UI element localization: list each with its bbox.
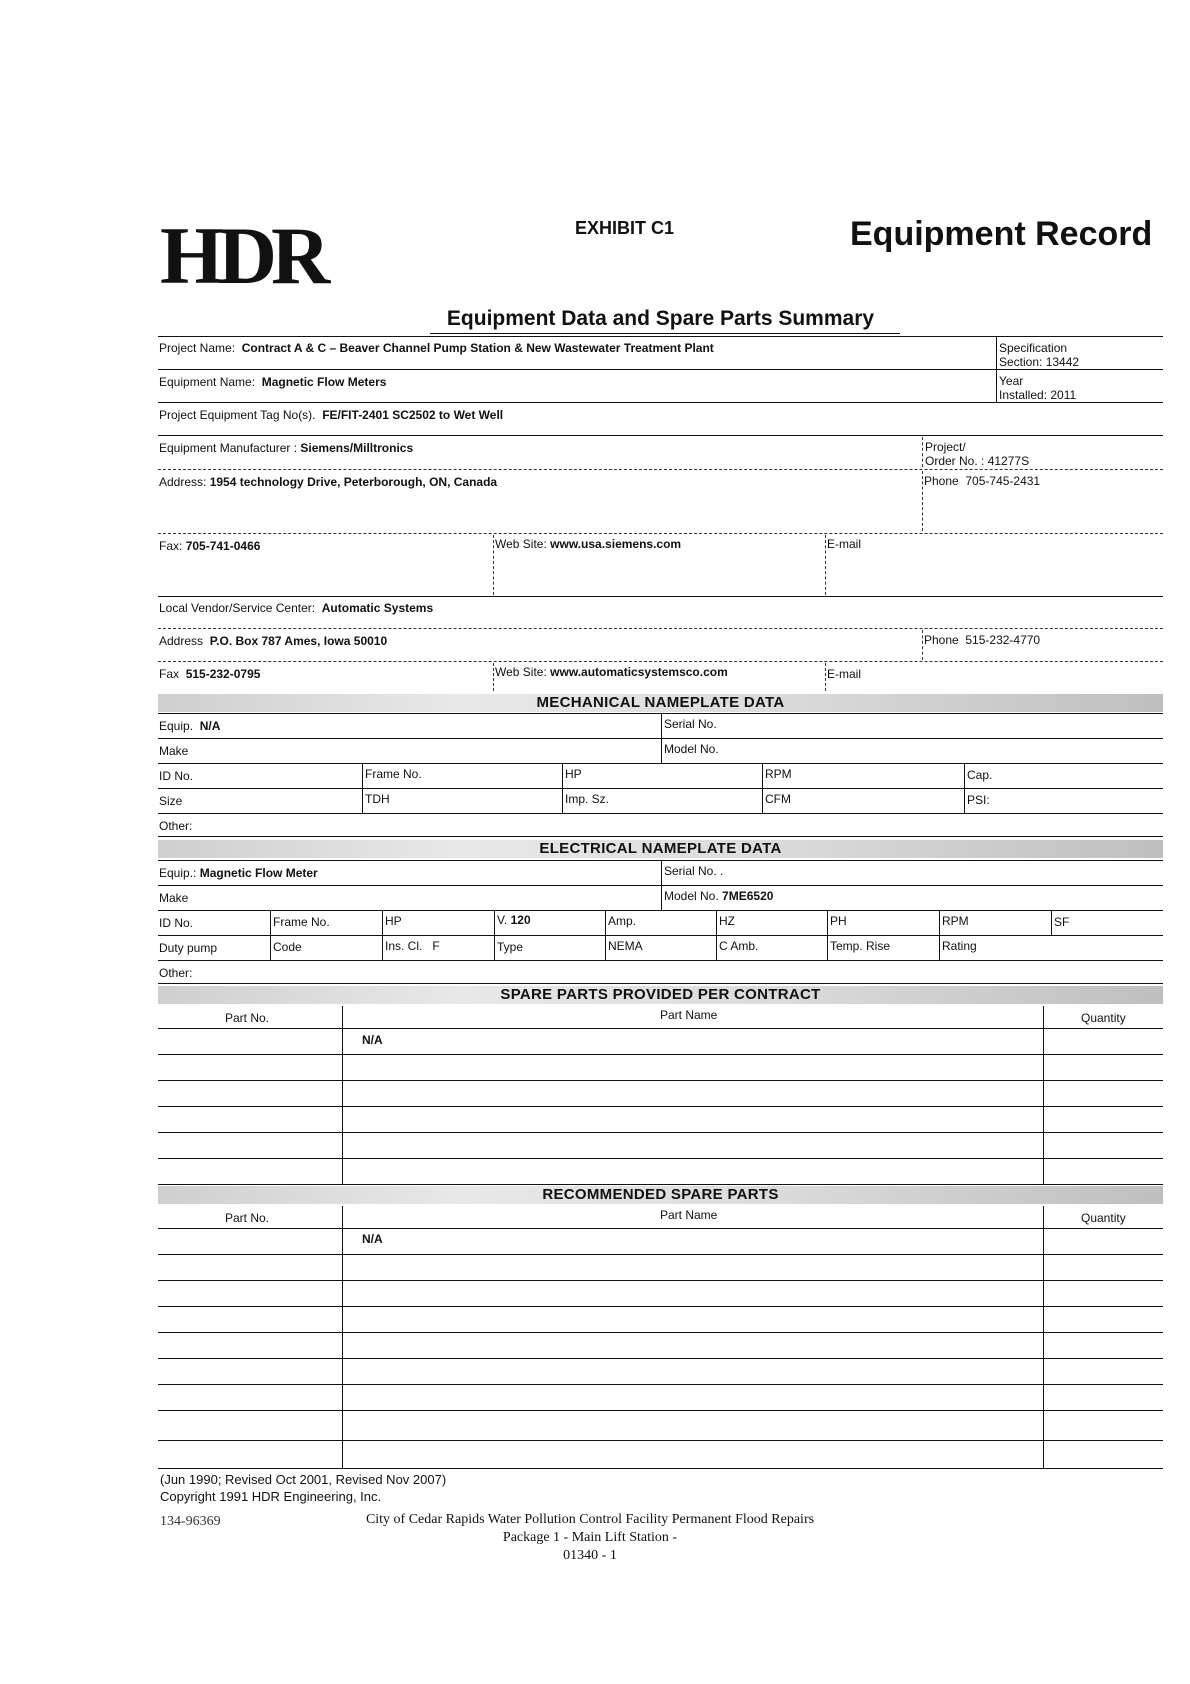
manufacturer-email-field: E-mail (827, 537, 862, 551)
spare-provided-col-part-name: Part Name (660, 1008, 718, 1022)
spare-recommended-col-quantity: Quantity (1081, 1211, 1126, 1225)
manufacturer-fax-field: Fax: 705-741-0466 (159, 539, 261, 553)
elec-make-field: Make (159, 891, 189, 905)
electrical-section-header: ELECTRICAL NAMEPLATE DATA (158, 840, 1163, 858)
project-name-field: Project Name: Contract A & C – Beaver Channel Pump Station & New Wastewater Treatment Plant (159, 341, 714, 355)
order-no-field: Order No. : 41277S (925, 454, 1030, 468)
form-title: Equipment Data and Spare Parts Summary (446, 307, 875, 330)
vendor-fax-field: Fax 515-232-0795 (159, 667, 261, 681)
spare-recommended-section-header: RECOMMENDED SPARE PARTS (158, 1186, 1163, 1204)
hdr-logo: HDR (160, 210, 325, 301)
mech-imp-sz: Imp. Sz. (565, 792, 610, 806)
elec-other: Other: (159, 966, 193, 980)
vendor-field: Local Vendor/Service Center: Automatic Systems (159, 601, 434, 615)
vendor-email-field: E-mail (827, 667, 862, 681)
elec-type: Type (497, 940, 524, 954)
elec-serial-field: Serial No. . (664, 864, 724, 878)
mech-psi: PSI: (967, 793, 990, 807)
elec-duty-pump: Duty pump (159, 941, 218, 955)
mech-model-field: Model No. (664, 742, 719, 756)
footer-project-line: City of Cedar Rapids Water Pollution Control Facility Permanent Flood Repairs (365, 1512, 815, 1527)
mech-size: Size (159, 794, 183, 808)
mech-other: Other: (159, 819, 193, 833)
revision-note: (Jun 1990; Revised Oct 2001, Revised Nov 2007) (160, 1472, 447, 1487)
elec-amp: Amp. (608, 914, 637, 928)
elec-voltage: V. 120 (497, 913, 531, 927)
mech-frame-no: Frame No. (365, 767, 422, 781)
elec-rating: Rating (942, 939, 977, 953)
order-label: Project/ (925, 440, 966, 454)
document-number: 134-96369 (160, 1514, 221, 1529)
mech-serial-field: Serial No. (664, 717, 717, 731)
mech-rpm: RPM (765, 767, 792, 781)
year-installed-field: Installed: 2011 (999, 388, 1077, 402)
exhibit-label: EXHIBIT C1 (575, 218, 675, 238)
elec-code: Code (273, 940, 302, 954)
elec-model-field: Model No. 7ME6520 (664, 889, 774, 903)
manufacturer-field: Equipment Manufacturer : Siemens/Milltronics (159, 441, 414, 455)
mech-cfm: CFM (765, 792, 791, 806)
spare-recommended-row-1-name: N/A (362, 1232, 383, 1246)
spare-provided-col-quantity: Quantity (1081, 1011, 1126, 1025)
equipment-tag-field: Project Equipment Tag No(s). FE/FIT-2401 SC2502 to Wet Well (159, 408, 504, 422)
elec-ins-class: Ins. Cl. F (385, 939, 440, 953)
mech-make-field: Make (159, 744, 189, 758)
mech-id-no: ID No. (159, 769, 194, 783)
copyright-note: Copyright 1991 HDR Engineering, Inc. (160, 1489, 382, 1504)
manufacturer-phone-field: Phone 705-745-2431 (924, 474, 1041, 488)
manufacturer-address-field: Address: 1954 technology Drive, Peterborough, ON, Canada (159, 475, 498, 489)
spare-provided-row-1-name: N/A (362, 1033, 383, 1047)
elec-hp: HP (385, 914, 402, 928)
vendor-phone-field: Phone 515-232-4770 (924, 633, 1041, 647)
elec-rpm: RPM (942, 914, 969, 928)
elec-id-no: ID No. (159, 916, 194, 930)
spec-label: Specification (999, 341, 1068, 355)
mech-equip-field: Equip. N/A (159, 719, 221, 733)
spare-provided-col-part-no: Part No. (225, 1011, 270, 1025)
spare-recommended-col-part-no: Part No. (225, 1211, 270, 1225)
footer-page-number: 01340 - 1 (563, 1548, 617, 1563)
manufacturer-web-field: Web Site: www.usa.siemens.com (495, 537, 682, 551)
elec-temp-rise: Temp. Rise (830, 939, 891, 953)
mech-cap: Cap. (967, 768, 993, 782)
footer-package-line: Package 1 - Main Lift Station - (502, 1530, 678, 1545)
vendor-web-field: Web Site: www.automaticsystemsco.com (495, 665, 728, 679)
spec-section-field: Section: 13442 (999, 355, 1080, 369)
elec-frame-no: Frame No. (273, 915, 330, 929)
elec-ph: PH (830, 914, 847, 928)
elec-equip-field: Equip.: Magnetic Flow Meter (159, 866, 318, 880)
year-label: Year (999, 374, 1024, 388)
elec-hz: HZ (719, 914, 735, 928)
page-title: Equipment Record (850, 215, 1153, 253)
spare-provided-section-header: SPARE PARTS PROVIDED PER CONTRACT (158, 986, 1163, 1004)
mech-hp: HP (565, 767, 582, 781)
spare-recommended-col-part-name: Part Name (660, 1208, 718, 1222)
elec-c-amb: C Amb. (719, 939, 759, 953)
elec-nema: NEMA (608, 939, 643, 953)
mechanical-section-header: MECHANICAL NAMEPLATE DATA (158, 694, 1163, 712)
equipment-name-field: Equipment Name: Magnetic Flow Meters (159, 375, 387, 389)
mech-tdh: TDH (365, 792, 390, 806)
elec-sf: SF (1054, 915, 1070, 929)
vendor-address-field: Address P.O. Box 787 Ames, Iowa 50010 (159, 634, 388, 648)
